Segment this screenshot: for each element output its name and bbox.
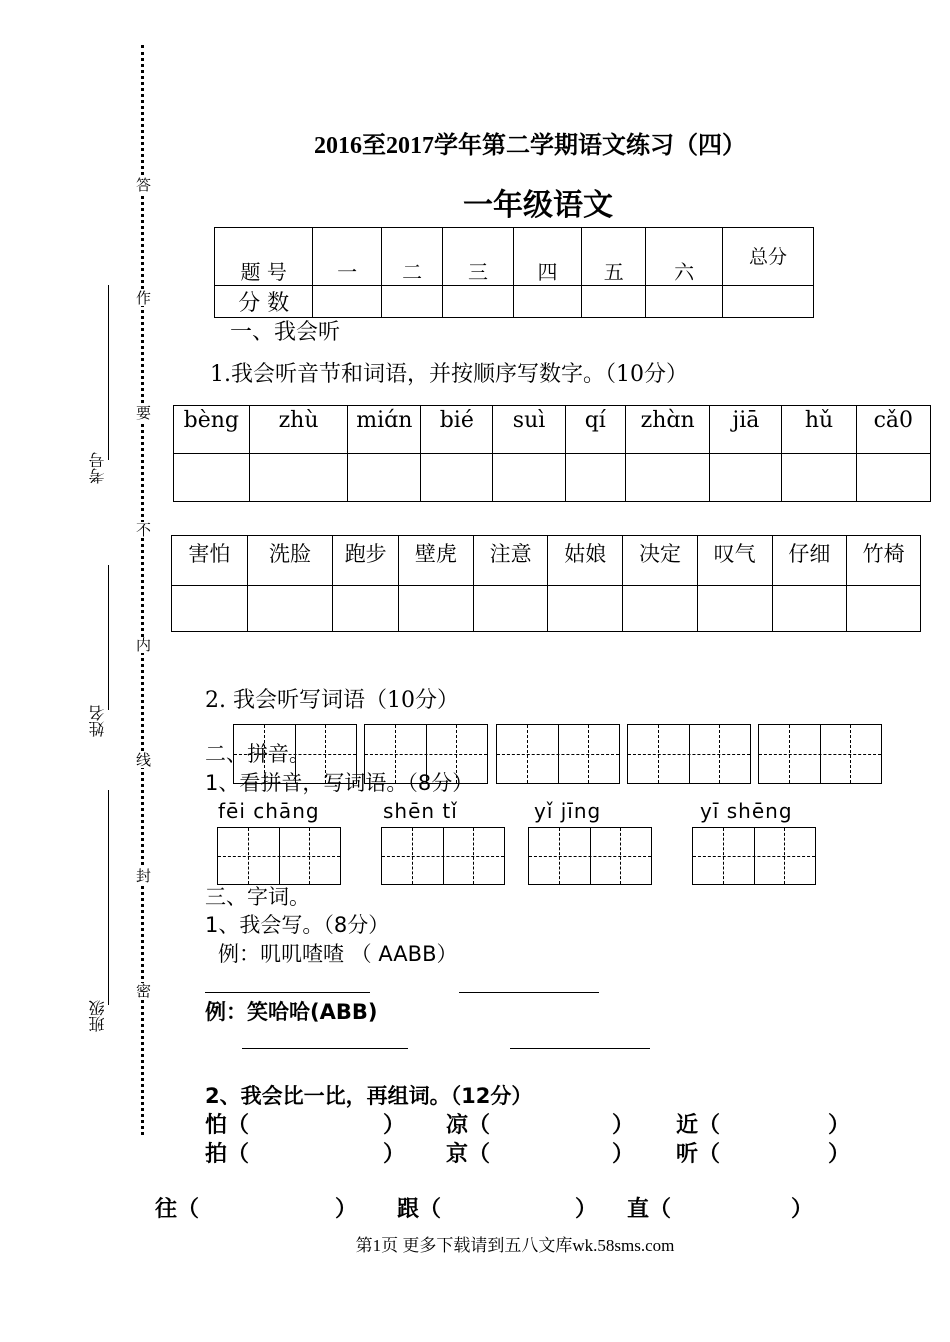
score-table	[214, 227, 814, 318]
exam-no-line[interactable]	[108, 285, 109, 460]
seal-char: 内	[136, 636, 152, 654]
tianzi-box[interactable]	[692, 827, 816, 885]
seal-char: 不	[136, 521, 152, 539]
answer-cell[interactable]	[247, 586, 333, 632]
answer-cell[interactable]	[249, 454, 348, 502]
char-ting: 听（	[676, 1142, 721, 1167]
char-wang: 往（	[155, 1197, 200, 1222]
class-line[interactable]	[108, 790, 109, 1005]
paren-close: ）	[612, 1113, 635, 1138]
word-cell: 姑娘	[548, 536, 623, 586]
paren-close: ）	[335, 1197, 358, 1222]
page-subtitle: 一年级语文	[463, 188, 613, 223]
tianzi-box[interactable]	[381, 827, 505, 885]
score-cell[interactable]	[513, 286, 582, 318]
name-label: 姓名	[88, 705, 107, 737]
char-zhi: 直（	[627, 1197, 672, 1222]
paren-close: ）	[575, 1197, 598, 1222]
pinyin-prompt: yǐ jīng	[534, 799, 602, 823]
word-cell: 跑步	[333, 536, 399, 586]
answer-cell[interactable]	[710, 454, 782, 502]
pinyin-cell: suì	[493, 406, 565, 454]
tianzi-box[interactable]	[627, 724, 751, 784]
paren-close: ）	[828, 1142, 851, 1167]
word-cell: 叹气	[697, 536, 772, 586]
pinyin-cell: bié	[421, 406, 493, 454]
seal-char: 密	[136, 982, 152, 1000]
seal-char: 要	[136, 404, 152, 422]
answer-line[interactable]	[459, 992, 599, 993]
section1-q2: 2. 我会听写词语（10分）	[205, 688, 459, 713]
answer-line[interactable]	[205, 992, 370, 993]
section3-title: 三、字词。	[205, 885, 310, 909]
pinyin-cell: zhɑ̀n	[625, 406, 709, 454]
word-cell: 壁虎	[399, 536, 474, 586]
pinyin-prompt: fēi chāng	[218, 799, 320, 823]
answer-cell[interactable]	[856, 454, 930, 502]
char-jin: 近（	[676, 1113, 721, 1138]
section1-title: 一、我会听	[230, 320, 341, 345]
example-aabb: 例：叽叽喳喳 （ AABB）	[218, 942, 458, 966]
section2-title: 二、拼音。	[205, 742, 310, 766]
word-cell: 洗脸	[247, 536, 333, 586]
char-liang: 凉（	[446, 1113, 491, 1138]
answer-cell[interactable]	[172, 586, 248, 632]
tianzi-box[interactable]	[496, 724, 620, 784]
word-cell: 竹椅	[847, 536, 921, 586]
pinyin-cell: miɑ́n	[348, 406, 421, 454]
answer-cell[interactable]	[399, 586, 474, 632]
char-gen: 跟（	[397, 1197, 442, 1222]
tianzi-box[interactable]	[528, 827, 652, 885]
answer-cell[interactable]	[625, 454, 709, 502]
answer-cell[interactable]	[623, 586, 698, 632]
pinyin-cell: jiā	[710, 406, 782, 454]
score-col: 四	[513, 228, 582, 286]
score-col: 三	[443, 228, 513, 286]
answer-cell[interactable]	[493, 454, 565, 502]
paren-close: ）	[383, 1113, 406, 1138]
word-cell: 决定	[623, 536, 698, 586]
seal-char: 作	[136, 289, 152, 307]
score-col-total: 总分	[722, 228, 813, 286]
pinyin-prompt: yī shēng	[700, 799, 793, 823]
score-col: 二	[381, 228, 442, 286]
section2-q1: 1、看拼音，写词语。（8分）	[205, 771, 474, 795]
example-abb: 例：笑哈哈(ABB)	[205, 1000, 378, 1024]
pinyin-prompt: shēn tǐ	[383, 799, 458, 823]
pinyin-cell: cǎ0	[856, 406, 930, 454]
char-jing: 京（	[446, 1142, 491, 1167]
pinyin-cell: hǔ	[782, 406, 856, 454]
answer-cell[interactable]	[421, 454, 493, 502]
tianzi-box[interactable]	[217, 827, 341, 885]
answer-cell[interactable]	[333, 586, 399, 632]
score-label: 分 数	[215, 286, 313, 318]
name-line[interactable]	[108, 565, 109, 710]
char-pai: 拍（	[205, 1142, 250, 1167]
paren-close: ）	[383, 1142, 406, 1167]
pinyin-table	[173, 405, 931, 502]
exam-no-label: 考号	[88, 452, 107, 484]
answer-cell[interactable]	[772, 586, 847, 632]
seal-char: 线	[136, 751, 152, 769]
score-col: 五	[582, 228, 646, 286]
paren-close: ）	[791, 1197, 814, 1222]
answer-cell[interactable]	[847, 586, 921, 632]
char-pa: 怕（	[205, 1113, 250, 1138]
score-row-header: 题 号	[215, 228, 313, 286]
words-table	[171, 535, 921, 632]
seal-char: 封	[136, 867, 152, 885]
answer-cell[interactable]	[697, 586, 772, 632]
pinyin-cell: qí	[565, 406, 625, 454]
page-title: 2016至2017学年第二学期语文练习（四）	[314, 133, 746, 159]
score-cell[interactable]	[722, 286, 813, 318]
pinyin-cell: zhù	[249, 406, 348, 454]
score-cell[interactable]	[582, 286, 646, 318]
answer-cell[interactable]	[782, 454, 856, 502]
answer-line[interactable]	[510, 1048, 650, 1049]
score-cell[interactable]	[381, 286, 442, 318]
answer-cell[interactable]	[548, 586, 623, 632]
paren-close: ）	[612, 1142, 635, 1167]
score-cell[interactable]	[313, 286, 382, 318]
seal-char: 答	[136, 176, 152, 194]
word-cell: 注意	[473, 536, 548, 586]
word-cell: 害怕	[172, 536, 248, 586]
pinyin-cell: bèng	[174, 406, 250, 454]
page-footer: 第1页 更多下载请到五八文库wk.58sms.com	[355, 1236, 675, 1255]
paren-close: ）	[828, 1113, 851, 1138]
answer-cell[interactable]	[473, 586, 548, 632]
score-col: 六	[646, 228, 723, 286]
score-cell[interactable]	[443, 286, 513, 318]
section1-q1: 1.我会听音节和词语，并按顺序写数字。（10分）	[210, 362, 688, 387]
score-cell[interactable]	[646, 286, 723, 318]
answer-line[interactable]	[242, 1048, 408, 1049]
section3-q1: 1、我会写。（8分）	[205, 913, 390, 937]
score-col: 一	[313, 228, 382, 286]
tianzi-box[interactable]	[758, 724, 882, 784]
class-label: 班级	[88, 1000, 107, 1032]
section3-q2: 2、我会比一比，再组词。（12分）	[205, 1084, 533, 1108]
answer-cell[interactable]	[565, 454, 625, 502]
answer-cell[interactable]	[174, 454, 250, 502]
word-cell: 仔细	[772, 536, 847, 586]
answer-cell[interactable]	[348, 454, 421, 502]
